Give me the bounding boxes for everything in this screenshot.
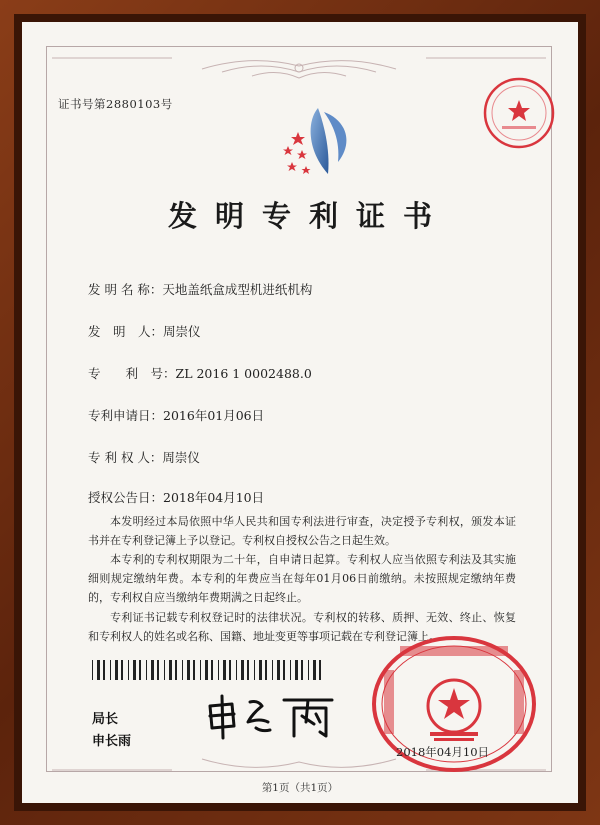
filing-date-value: 2016年01月06日 [163,408,265,423]
paragraph-3: 专利证书记载专利权登记时的法律状况。专利权的转移、质押、无效、终止、恢复和专利权人的姓名或名称、国籍、地址变更等事项记载在专利登记簿上。 [88,611,516,643]
invention-name-value: 天地盖纸盒成型机进纸机构 [162,282,313,297]
grant-date-value: 2018年04月10日 [163,490,265,505]
grant-date-label: 授权公告日： [88,490,164,505]
inventor-field [88,322,201,340]
patent-number-value: ZL 2016 1 0002488.0 [175,366,312,381]
certificate-title: 发明专利证书 [167,199,450,233]
patent-number-field [88,364,312,382]
seal-date: 2018年04月10日 [396,745,490,759]
top-ornament-icon [52,54,546,84]
small-seal-icon [480,74,558,152]
director-name: 申长雨 [92,734,132,749]
page-number: 第1页（共1页） [261,782,339,794]
filing-date-field [88,406,264,424]
filing-date-label: 专利申请日： [88,408,164,423]
barcode-icon [92,660,326,680]
director-title: 局长 [92,712,119,727]
signature-icon [202,692,342,740]
patentee-value: 周崇仪 [162,450,200,465]
certificate-number: 证书号第2880103号 [58,97,173,111]
patent-number-label: 专 利 号： [88,366,176,381]
grant-date-field [88,488,264,506]
certificate-paper [22,22,578,803]
paragraph-1: 本发明经过本局依照中华人民共和国专利法进行审查，决定授予专利权，颁发本证书并在专利登记簿上予以登记。专利权自授权公告之日起生效。 [88,515,516,547]
patentee-field [88,448,200,466]
paragraph-2: 本专利的专利权期限为二十年，自申请日起算。专利权人应当依照专利法及其实施细则规定缴纳年费。本专利的年费应当在每年01月06日前缴纳。未按照规定缴纳年费的，专利权自应当缴纳年费期满之日起终止。 [88,553,516,604]
cnipa-logo-icon [268,102,358,182]
patentee-label: 专 利 权 人： [88,450,163,465]
invention-name-label: 发 明 名 称： [88,282,163,297]
invention-name-field [88,280,312,298]
inventor-value: 周崇仪 [163,324,201,339]
inventor-label: 发 明 人： [88,324,164,339]
